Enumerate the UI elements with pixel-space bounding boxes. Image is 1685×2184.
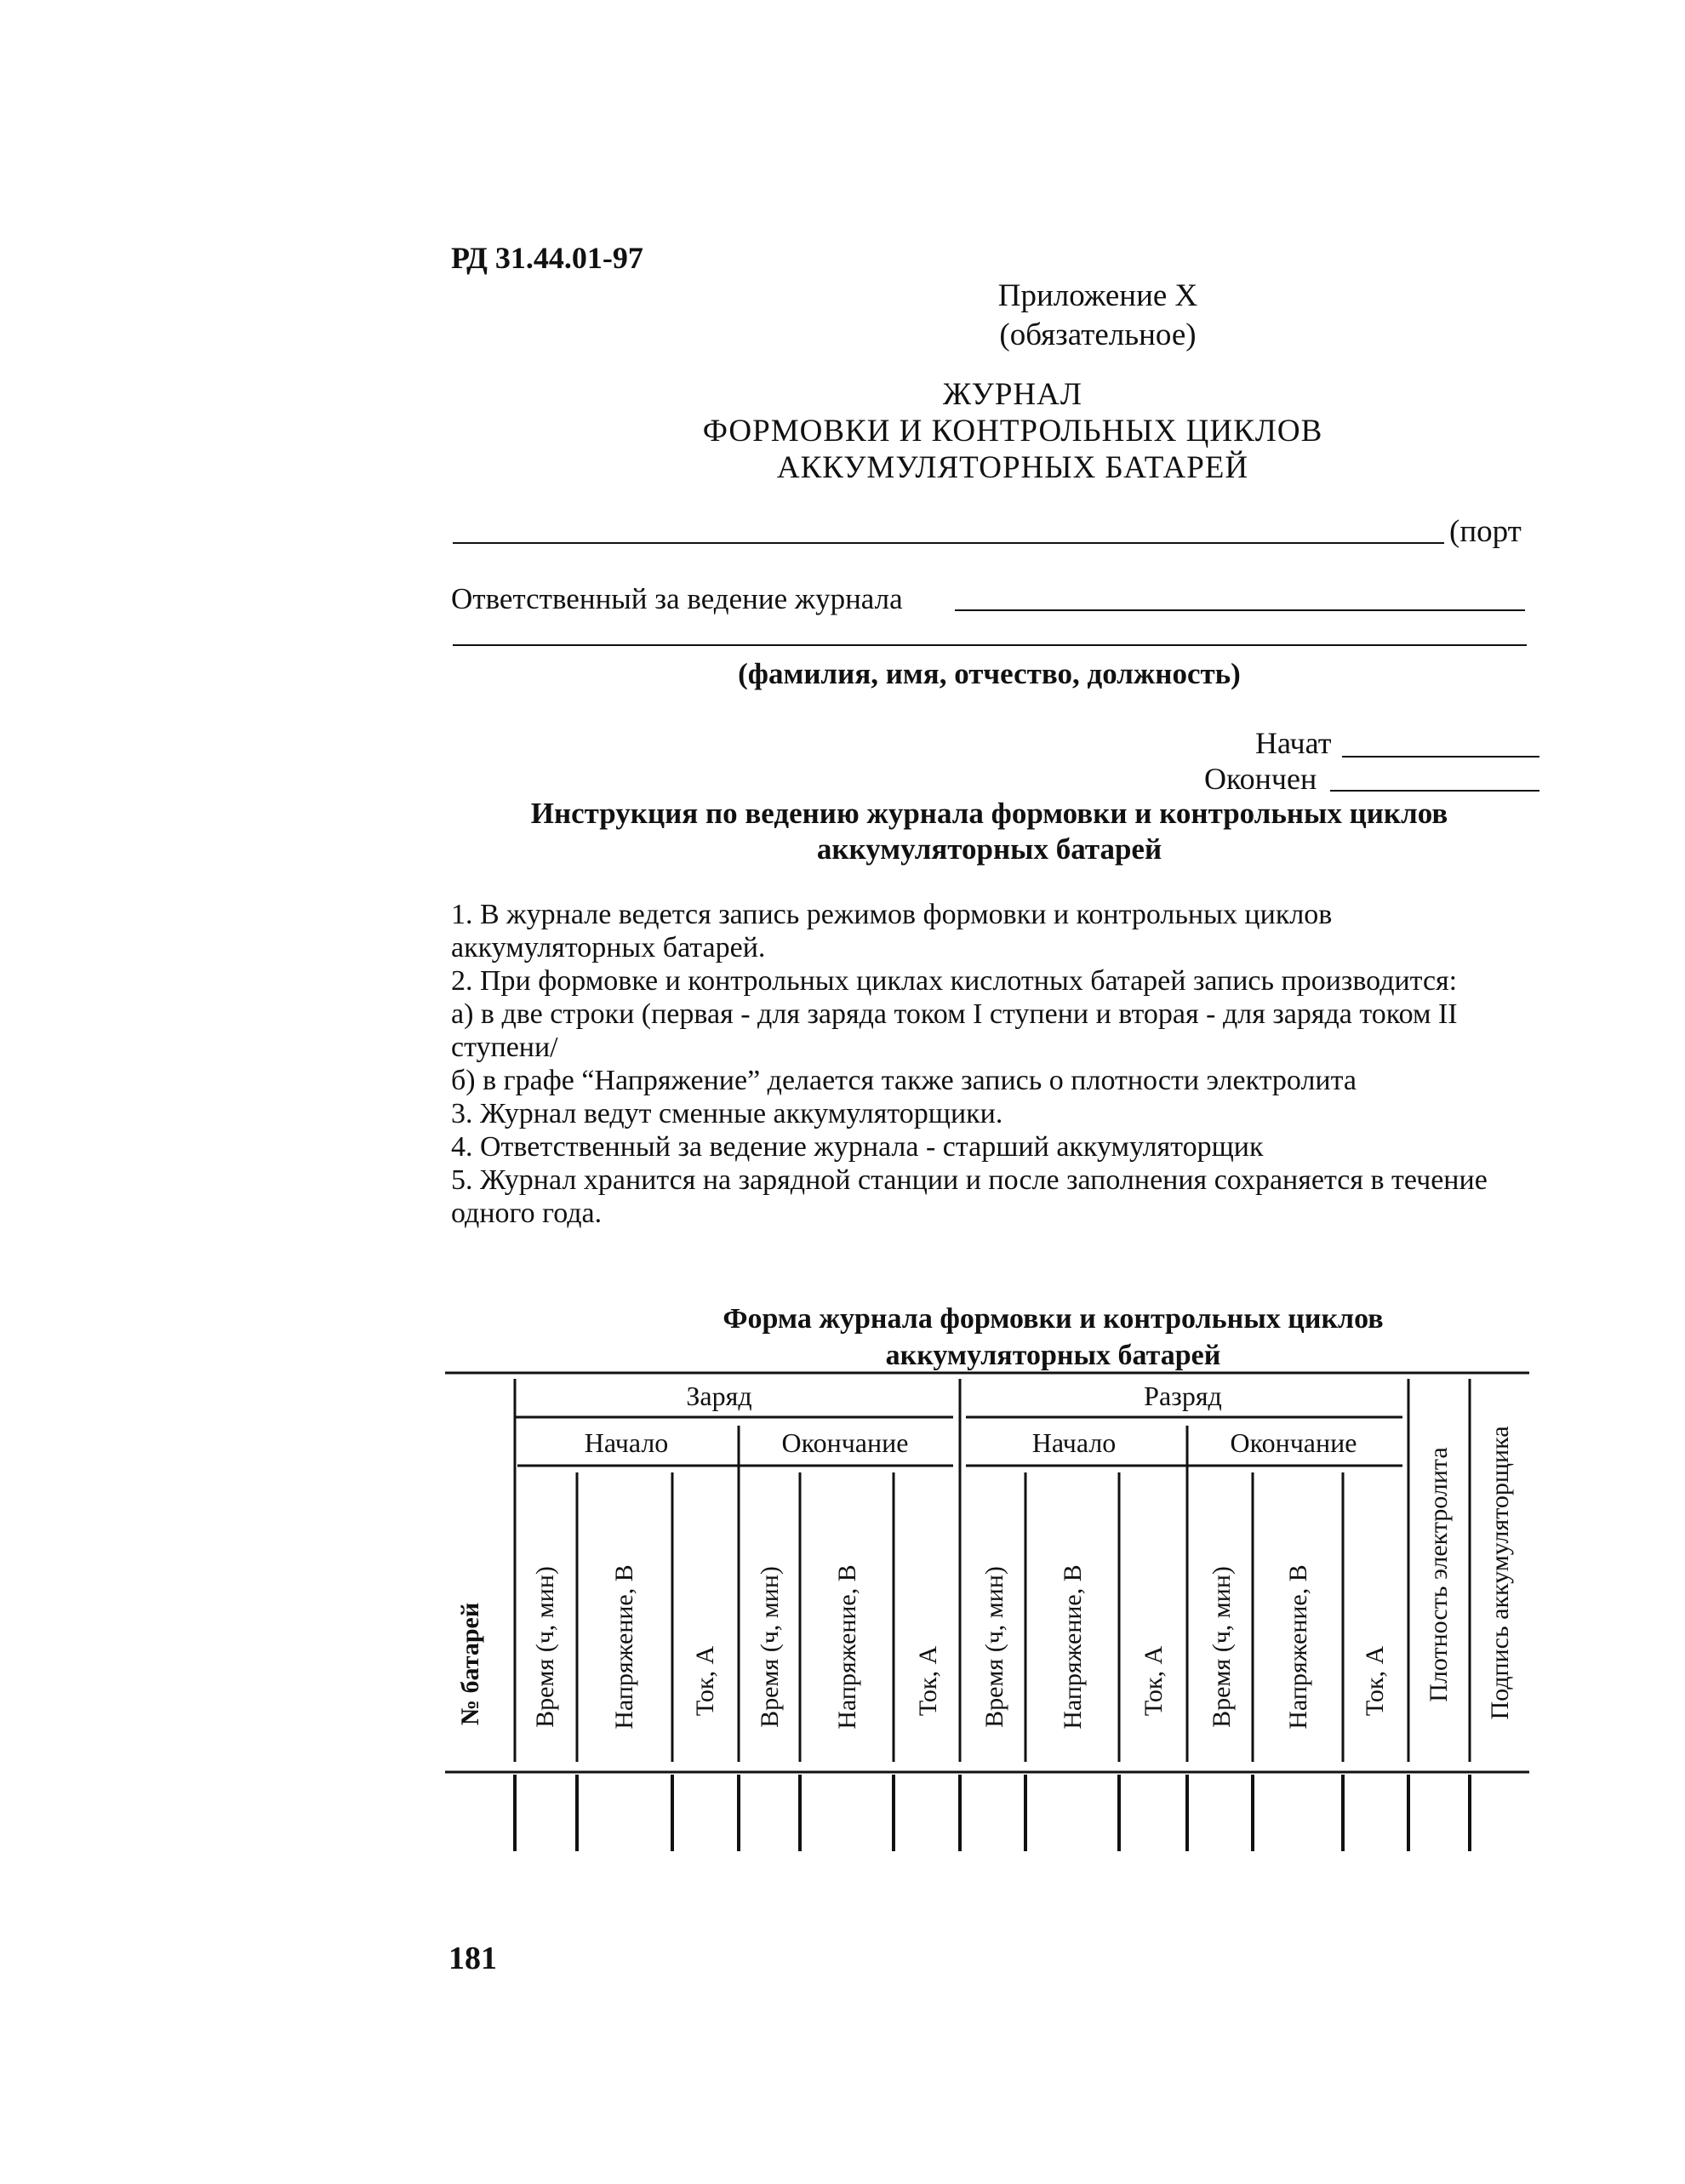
instruction-item: 5. Журнал хранится на зарядной станции и после заполнения сохраняется в течение одного года. xyxy=(451,1164,1488,1229)
appendix-title: Приложение X xyxy=(997,278,1198,313)
header-charge-end-voltage: Напряжение, В xyxy=(833,1564,861,1729)
port-label: (порт xyxy=(1449,514,1522,549)
form-title-line: Форма журнала формовки и контрольных циклов xyxy=(723,1303,1384,1335)
instruction-title-line: Инструкция по ведению журнала формовки и контрольных циклов xyxy=(530,797,1448,830)
document-id: РД 31.44.01-97 xyxy=(451,241,643,275)
header-charge-end: Окончание xyxy=(781,1427,909,1458)
table-horizontal-headers xyxy=(585,1381,1357,1458)
header-discharge-end-time: Время (ч, мин) xyxy=(1208,1566,1236,1728)
table-body-row xyxy=(515,1775,1470,1851)
header-charge-end-current: Ток, А xyxy=(914,1645,942,1717)
header-charge-start: Начало xyxy=(584,1427,669,1458)
journal-title-line: ЖУРНАЛ xyxy=(943,377,1082,412)
table-vertical-headers xyxy=(456,1426,1514,1729)
header-battery-no: № батарей xyxy=(456,1602,484,1726)
header-discharge-end-voltage: Напряжение, В xyxy=(1284,1564,1312,1729)
header-discharge-end-current: Ток, А xyxy=(1361,1645,1389,1717)
header-electrolyte-density: Плотность электролита xyxy=(1425,1447,1453,1702)
form-title-line: аккумуляторных батарей xyxy=(885,1340,1221,1371)
responsible-label: Ответственный за ведение журнала xyxy=(451,582,903,615)
instruction-item: 1. В журнале ведется запись режимов формовки и контрольных циклов аккумуляторных батарей. xyxy=(451,899,1333,963)
instruction-title-line: аккумуляторных батарей xyxy=(816,832,1162,866)
header-discharge-end: Окончание xyxy=(1230,1427,1357,1458)
header-discharge-start-voltage: Напряжение, В xyxy=(1059,1564,1087,1729)
started-label: Начат xyxy=(1255,726,1332,760)
header-discharge-start-time: Время (ч, мин) xyxy=(980,1566,1008,1728)
journal-title-line: АККУМУЛЯТОРНЫХ БАТАРЕЙ xyxy=(776,450,1249,485)
fio-caption: (фамилия, имя, отчество, должность) xyxy=(738,657,1241,690)
header-charge: Заряд xyxy=(686,1381,752,1411)
header-charge-start-voltage: Напряжение, В xyxy=(610,1564,638,1729)
instruction-item: а) в две строки (первая - для заряда током I ступени и вторая - для заряда током II ступени/ xyxy=(451,998,1458,1063)
instruction-item: 4. Ответственный за ведение журнала - старший аккумуляторщик xyxy=(451,1131,1264,1163)
instruction-item: 2. При формовке и контрольных циклах кислотных батарей запись производится: xyxy=(451,965,1458,997)
appendix-note: (обязательное) xyxy=(999,317,1197,352)
page-number: 181 xyxy=(448,1941,497,1976)
header-signature: Подпись аккумуляторщика xyxy=(1486,1426,1514,1720)
ended-label: Окончен xyxy=(1204,762,1317,796)
header-discharge-start: Начало xyxy=(1031,1427,1117,1458)
header-discharge: Разряд xyxy=(1144,1381,1222,1411)
header-charge-start-time: Время (ч, мин) xyxy=(531,1566,559,1728)
instruction-item: 3. Журнал ведут сменные аккумуляторщики. xyxy=(451,1098,1003,1129)
instruction-item: б) в графе “Напряжение” делается также запись о плотности электролита xyxy=(451,1065,1357,1096)
header-charge-end-time: Время (ч, мин) xyxy=(756,1566,784,1728)
header-discharge-start-current: Ток, А xyxy=(1140,1645,1168,1717)
journal-title-line: ФОРМОВКИ И КОНТРОЛЬНЫХ ЦИКЛОВ xyxy=(702,414,1323,449)
header-charge-start-current: Ток, А xyxy=(691,1645,719,1717)
